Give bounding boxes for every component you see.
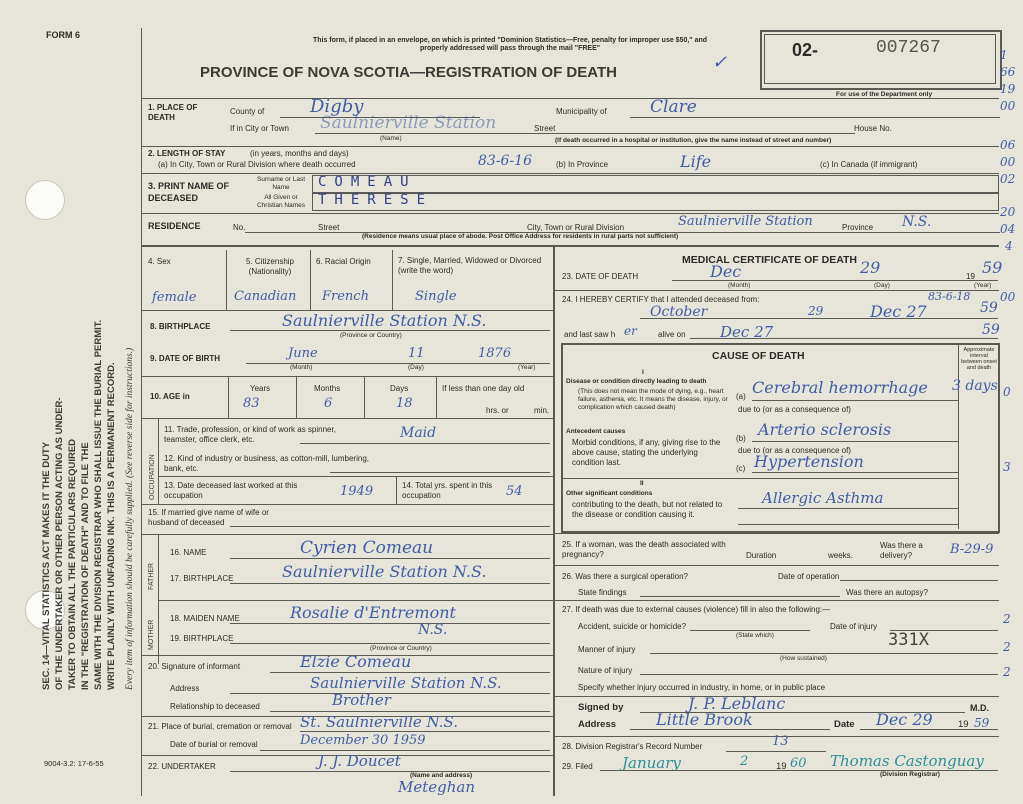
citizenship-value: Canadian [234, 289, 297, 304]
stamp-age-value: 83-6-18 [928, 290, 971, 303]
filed-month-value: January [622, 754, 681, 772]
side-instructions-italic: Every item of information should be carefully supplied. (See reverse side for instructions.) [125, 347, 135, 690]
form-number: FORM 6 [46, 30, 81, 40]
residence-city-value: Saulnierville Station [678, 214, 813, 229]
filed-year-value: 60 [790, 756, 807, 771]
place-of-death-label: 1. PLACE OF DEATH [148, 103, 198, 122]
alive-on-value: Dec 27 [720, 323, 774, 341]
dob-month-value: June [288, 346, 318, 361]
cause-b-value: Arterio sclerosis [758, 420, 892, 439]
death-month-value: Dec [710, 262, 742, 281]
trade-value: Maid [400, 425, 437, 441]
attended-from-day-value: 29 [808, 304, 824, 318]
stay-city-value: 83-6-16 [478, 153, 532, 169]
death-day-value: 29 [860, 258, 881, 277]
cause-c-value: Hypertension [754, 452, 864, 471]
binding-hole-top [25, 180, 65, 220]
county-value: Digby [310, 96, 364, 117]
death-year-value: 59 [982, 258, 1003, 277]
checkmark: ✓ [712, 52, 728, 73]
signed-by-value: J. P. Leblanc [688, 694, 786, 713]
age-days-value: 18 [396, 396, 413, 411]
physician-year-value: 59 [974, 716, 990, 730]
registrar-signature: Thomas Castonguay [830, 752, 984, 770]
given-name-value: THERESE [318, 192, 434, 208]
dob-year-value: 1876 [478, 346, 512, 361]
father-name-value: Cyrien Comeau [300, 538, 434, 558]
mother-maiden-value: Rosalie d'Entremont [290, 603, 456, 622]
surname-value: COMEAU [318, 174, 417, 190]
physician-date-value: Dec 29 [876, 710, 933, 729]
form-left-border [141, 28, 142, 796]
form-title: PROVINCE OF NOVA SCOTIA—REGISTRATION OF DEATH [200, 64, 617, 81]
age-months-value: 6 [324, 396, 333, 411]
residence-province-value: N.S. [902, 214, 932, 230]
city-value: Saulnierville Station [320, 113, 497, 133]
mother-birthplace-value: N.S. [418, 622, 448, 638]
undertaker-value: J. J. Doucet [318, 752, 401, 770]
informant-value: Elzie Comeau [300, 652, 412, 671]
birthplace-value: Saulnierville Station N.S. [282, 311, 487, 330]
interval-a-value: 3 days [952, 378, 998, 394]
code-331-value: 331X [888, 630, 929, 650]
marital-value: Single [415, 289, 457, 304]
relationship-value: Brother [332, 691, 391, 709]
age-years-value: 83 [243, 396, 260, 411]
alive-year-value: 59 [982, 322, 1000, 338]
death-registration-form: FORM 6 SEC. 14—VITAL STATISTICS ACT MAKES IT THE DUTY OF THE UNDERTAKER OR OTHER PERSON ACTING AS UNDER- TAKER TO OBTAIN ALL THE PARTICULARS REQUIRED IN THE "REGISTRATION OF DEATH" AND TO FILE THE SAME WITH THE DIVISION REGISTRAR WHO SHALL ISSUE THE BURIAL PERMIT. WRITE PLAINLY WITH UNFADING INK. THIS IS A PERMANENT RECORD. Every item of information should be carefully supplied. (See reverse side for instructions.) 9004-3.2: 17-6-55 This form, if placed in an envelope, on which is printed "Dominion Statistics—Free, penalty for improper use $50," and properly addressed will pass through the mail "FREE" PROVINCE OF NOVA SCOTIA—REGISTRATION OF DEATH 02- 007267 For use of the Department only ✓ 1 66 19 00 06 00 02 20 04 4 00 0 3 2 2 2 1. PLACE OF DEATH County of Digby Municipality of Clare If in City or Town Saulnierville Station Street House No. (Name) (If death occurred in a hospital or institution, give the name instead of street and number) 2. LENGTH OF STAY (in years, months and days) (a) In City, Town or Rural Division where death occurred 83-6-16 (b) In Province Life (c) In Canada (if immigrant) 3. PRINT NAME OF DECEASED Surname or Last Name All Given or Christian Names COMEAU THERESE RESIDENCE No. Street City, Town or Rural Division Saulnierville Station Province N.S. (Residence means usual place of abode. Post Office Address for residents in rural parts not sufficient) 4. Sex 5. Citizenship (Nationality) 6. Racial Origin 7. Single, Married, Widowed or Divorced (write the word) female Canadian French Single 8. BIRTHPLACE Saulnierville Station N.S. (Province or Country) 9. DATE OF BIRTH June 11 1876 (Month) (Day) (Year) 10. AGE in Years Months Days If less than one day old 83 6 18 hrs. or min. OCCUPATION 11. Trade, profession, or kind of work as spinner, teamster, office clerk, etc. Maid 12. Kind of industry or business, as cotton-mill, lumbering, bank, etc. 13. Date deceased last worked at this occupation 1949 14. Total yrs. spent in this occupation 54 15. If married give name of wife or husband of deceased FATHER MOTHER 16. NAME Cyrien Comeau 17. BIRTHPLACE Saulnierville Station N.S. 18. MAIDEN NAME Rosalie d'Entremont 19. BIRTHPLACE N.S. (Province or Country) 20. Signature of informant Elzie Comeau Address Saulnierville Station N.S. Relationship to deceased Brother 21. Place of burial, cremation or removal St. Saulnierville N.S. Date of burial or removal December 30 1959 22. UNDERTAKER J. J. Doucet (Name and address) Meteghan MEDICAL CERTIFICATE OF DEATH 23. DATE OF DEATH Dec 29 59 19 (Month) (Day) (Year) 24. I HEREBY CERTIFY that I attended deceased from: 83-6-18 October 29 Dec 27 59 and last saw h er alive on Dec 27 59 CAUSE OF DEATH Approximate interval between onset and death I Disease or condition directly leading to death (This does not mean the mode of dying, e.g., heart failure, asthenia, etc. It means the disease, injury, or complication which caused death) (a) Cerebral hemorrhage 3 days due to (or as a consequence of) Antecedent causes Morbid conditions, if any, giving rise to the above cause, stating the underlying condition last. (b) Arterio sclerosis due to (or as a consequence of) (c) Hypertension II Other significant conditions contributing to the death, but not related to the disease or condition causing it. Allergic Asthma 25. If a woman, was the death associated with pregnancy? Duration weeks. Was there a delivery? B-29-9 26. Was there a surgical operation? Date of operation State findings Was there an autopsy? 27. If death was due to external causes (violence) fill in also the following:— Accident, suicide or homicide? Date of injury (State which) Manner of injury 331X (How sustained) Nature of injury Specify whether injury occurred in industry, in home, or in public place Signed by J. P. Leblanc M.D. Address Little Brook Date Dec 29 19 59 28. Division Registrar's Record Number 13 29. Filed January 2 19 60 Thomas Castonguay (Division Registrar) [0, 0, 1023, 804]
record-number-value: 13 [772, 734, 789, 749]
father-birthplace-value: Saulnierville Station N.S. [282, 562, 487, 581]
stay-province-value: Life [680, 152, 712, 171]
dept-use-note: For use of the Department only [836, 91, 933, 98]
delivery-value: B-29-9 [950, 542, 994, 557]
total-years-value: 54 [506, 484, 523, 499]
racial-origin-value: French [322, 289, 369, 304]
cause-ii-value: Allergic Asthma [762, 489, 884, 507]
physician-address-value: Little Brook [656, 710, 753, 729]
filed-day-value: 2 [740, 754, 749, 769]
mail-notice: This form, if placed in an envelope, on which is printed "Dominion Statistics—Free, penalty for improper use $50," and properly addressed will pass through the mail "FREE" [312, 37, 708, 52]
last-worked-value: 1949 [340, 484, 374, 499]
dob-day-value: 11 [408, 346, 425, 361]
cause-a-value: Cerebral hemorrhage [752, 378, 928, 397]
attended-year-value: 59 [980, 300, 998, 316]
municipality-value: Clare [650, 97, 697, 117]
reg-prefix: 02- [792, 40, 819, 60]
undertaker-address-value: Meteghan [398, 778, 476, 796]
sex-value: female [152, 290, 197, 305]
last-saw-value: er [624, 324, 637, 338]
burial-place-value: St. Saulnierville N.S. [300, 713, 458, 731]
footer-code: 9004-3.2: 17-6-55 [44, 759, 104, 768]
informant-address-value: Saulnierville Station N.S. [310, 674, 502, 692]
burial-date-value: December 30 1959 [300, 733, 426, 748]
reg-number: 007267 [876, 38, 941, 58]
attended-to-value: Dec 27 [870, 302, 927, 321]
attended-from-value: October [650, 304, 708, 320]
side-instructions: SEC. 14—VITAL STATISTICS ACT MAKES IT THE DUTY OF THE UNDERTAKER OR OTHER PERSON ACTING AS UNDER- TAKER TO OBTAIN ALL THE PARTICULARS REQUIRED IN THE "REGISTRATION OF DEATH" AND TO FILE THE SAME WITH THE DIVISION REGISTRAR WHO SHALL ISSUE THE BURIAL PERMIT. WRITE PLAINLY WITH UNFADING INK. THIS IS A PERMANENT RECORD. [41, 319, 117, 690]
